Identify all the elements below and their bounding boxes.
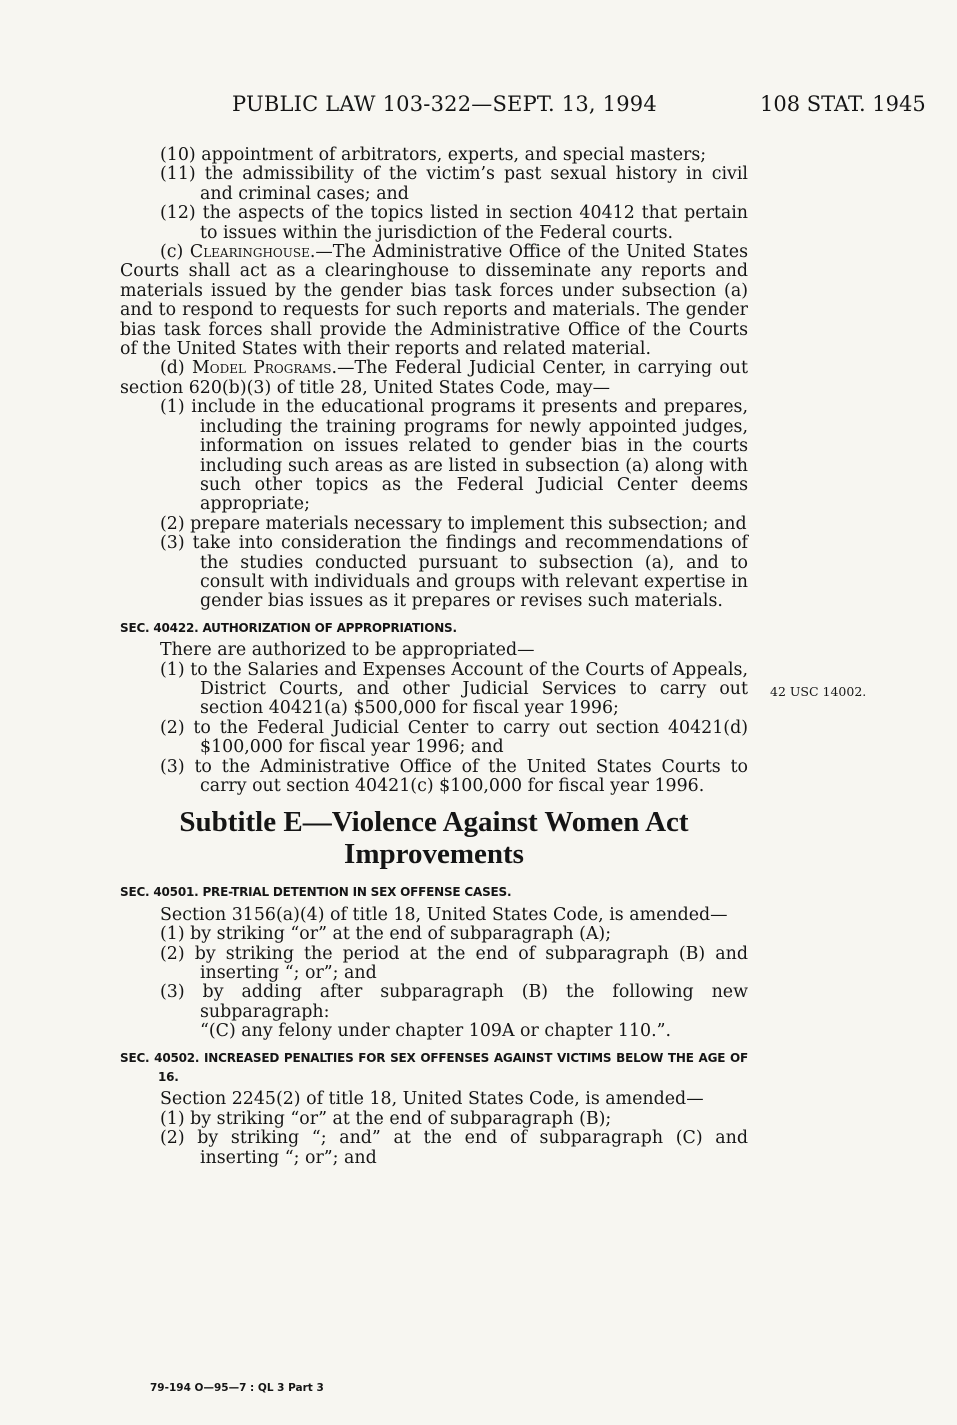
section-heading-40502: SEC. 40502. INCREASED PENALTIES FOR SEX OFFENSES AGAINST VICTIMS BELOW THE AGE OF 16. [120, 1050, 748, 1085]
subsection-heading: Model Programs. [191, 358, 338, 379]
list-item: (2) to the Federal Judicial Center to carry out section 40421(d) $100,000 for fiscal year 1996; and [160, 717, 748, 758]
list-item: (2) prepare materials necessary to implement this subsection; and [160, 513, 747, 534]
running-header-title: PUBLIC LAW 103-322—SEPT. 13, 1994 [232, 92, 657, 116]
list-item: (12) the aspects of the topics listed in section 40412 that pertain to issues within the jurisdiction of the Federal courts. [160, 203, 748, 243]
list-item: (1) by striking “or” at the end of subparagraph (B); [160, 1108, 612, 1129]
list-item: (3) take into consideration the findings and recommendations of the studies conducted pursuant to subsection (a), and to consult with individuals and groups with relevant expertise in gender bias issues as it prepares or revises such materials. [160, 533, 748, 612]
list-item: (3) to the Administrative Office of the United States Courts to carry out section 40421(c) $100,000 for fiscal year 1996. [160, 756, 748, 796]
subtitle-heading: Subtitle E—Violence Against Women Act Improvements [179, 806, 689, 871]
list-item: (3) by adding after subparagraph (B) the following new subparagraph: [160, 982, 748, 1022]
list-item: (10) appointment of arbitrators, experts, and special masters; [160, 145, 707, 165]
margin-note-usc-citation: 42 USC 14002. [770, 684, 867, 699]
running-header-stat-page: 108 STAT. 1945 [760, 92, 926, 116]
section-intro: There are authorized to be appropriated— [160, 640, 535, 661]
list-item: (1) to the Salaries and Expenses Account of the Courts of Appeals, District Courts, and other Judicial Services to carry out section 40421(a) $500,000 for fiscal year 1996; [160, 659, 748, 719]
section-heading-40422: SEC. 40422. AUTHORIZATION OF APPROPRIATIONS. [120, 620, 457, 635]
list-item: (2) by striking the period at the end of subparagraph (B) and inserting “; or”; and [160, 943, 748, 984]
list-item: (11) the admissibility of the victim’s past sexual history in civil and criminal cases; and [160, 164, 748, 204]
section-heading-40501: SEC. 40501. PRE-TRIAL DETENTION IN SEX OFFENSE CASES. [120, 885, 512, 900]
list-item: (2) by striking “; and” at the end of subparagraph (C) and inserting “; or”; and [160, 1128, 748, 1168]
list-item: (1) by striking “or” at the end of subparagraph (A); [160, 924, 612, 945]
print-job-footer: 79-194 O—95—7 : QL 3 Part 3 [150, 1382, 324, 1394]
statute-body [120, 146, 748, 1168]
subsection-clearinghouse: (c) Clearinghouse.—The Administrative Office of the United States Courts shall act as a clearinghouse to disseminate any reports and materials issued by the gender bias task forces under subsection (a) and to respond to requests for such reports and materials. The gender bias task forces shall provide the Administrative Office of the Courts of the United States with their reports and related material. [120, 242, 748, 360]
subsection-heading: Clearinghouse. [189, 242, 316, 263]
quoted-subparagraph: “(C) any felony under chapter 109A or chapter 110.”. [200, 1021, 672, 1042]
section-intro: Section 3156(a)(4) of title 18, United States Code, is amended— [160, 904, 728, 925]
section-intro: Section 2245(2) of title 18, United States Code, is amended— [160, 1089, 704, 1110]
list-item: (1) include in the educational programs it presents and prepares, including the training programs for newly appointed judges, information on issues related to gender bias in the courts including such areas as are listed in subsection (a) along with such other topics as the Federal Judicial Center deems appropriate; [160, 397, 748, 515]
subsection-model-programs: (d) Model Programs.—The Federal Judicial Center, in carrying out section 620(b)(3) of title 28, United States Code, may— [120, 358, 748, 398]
